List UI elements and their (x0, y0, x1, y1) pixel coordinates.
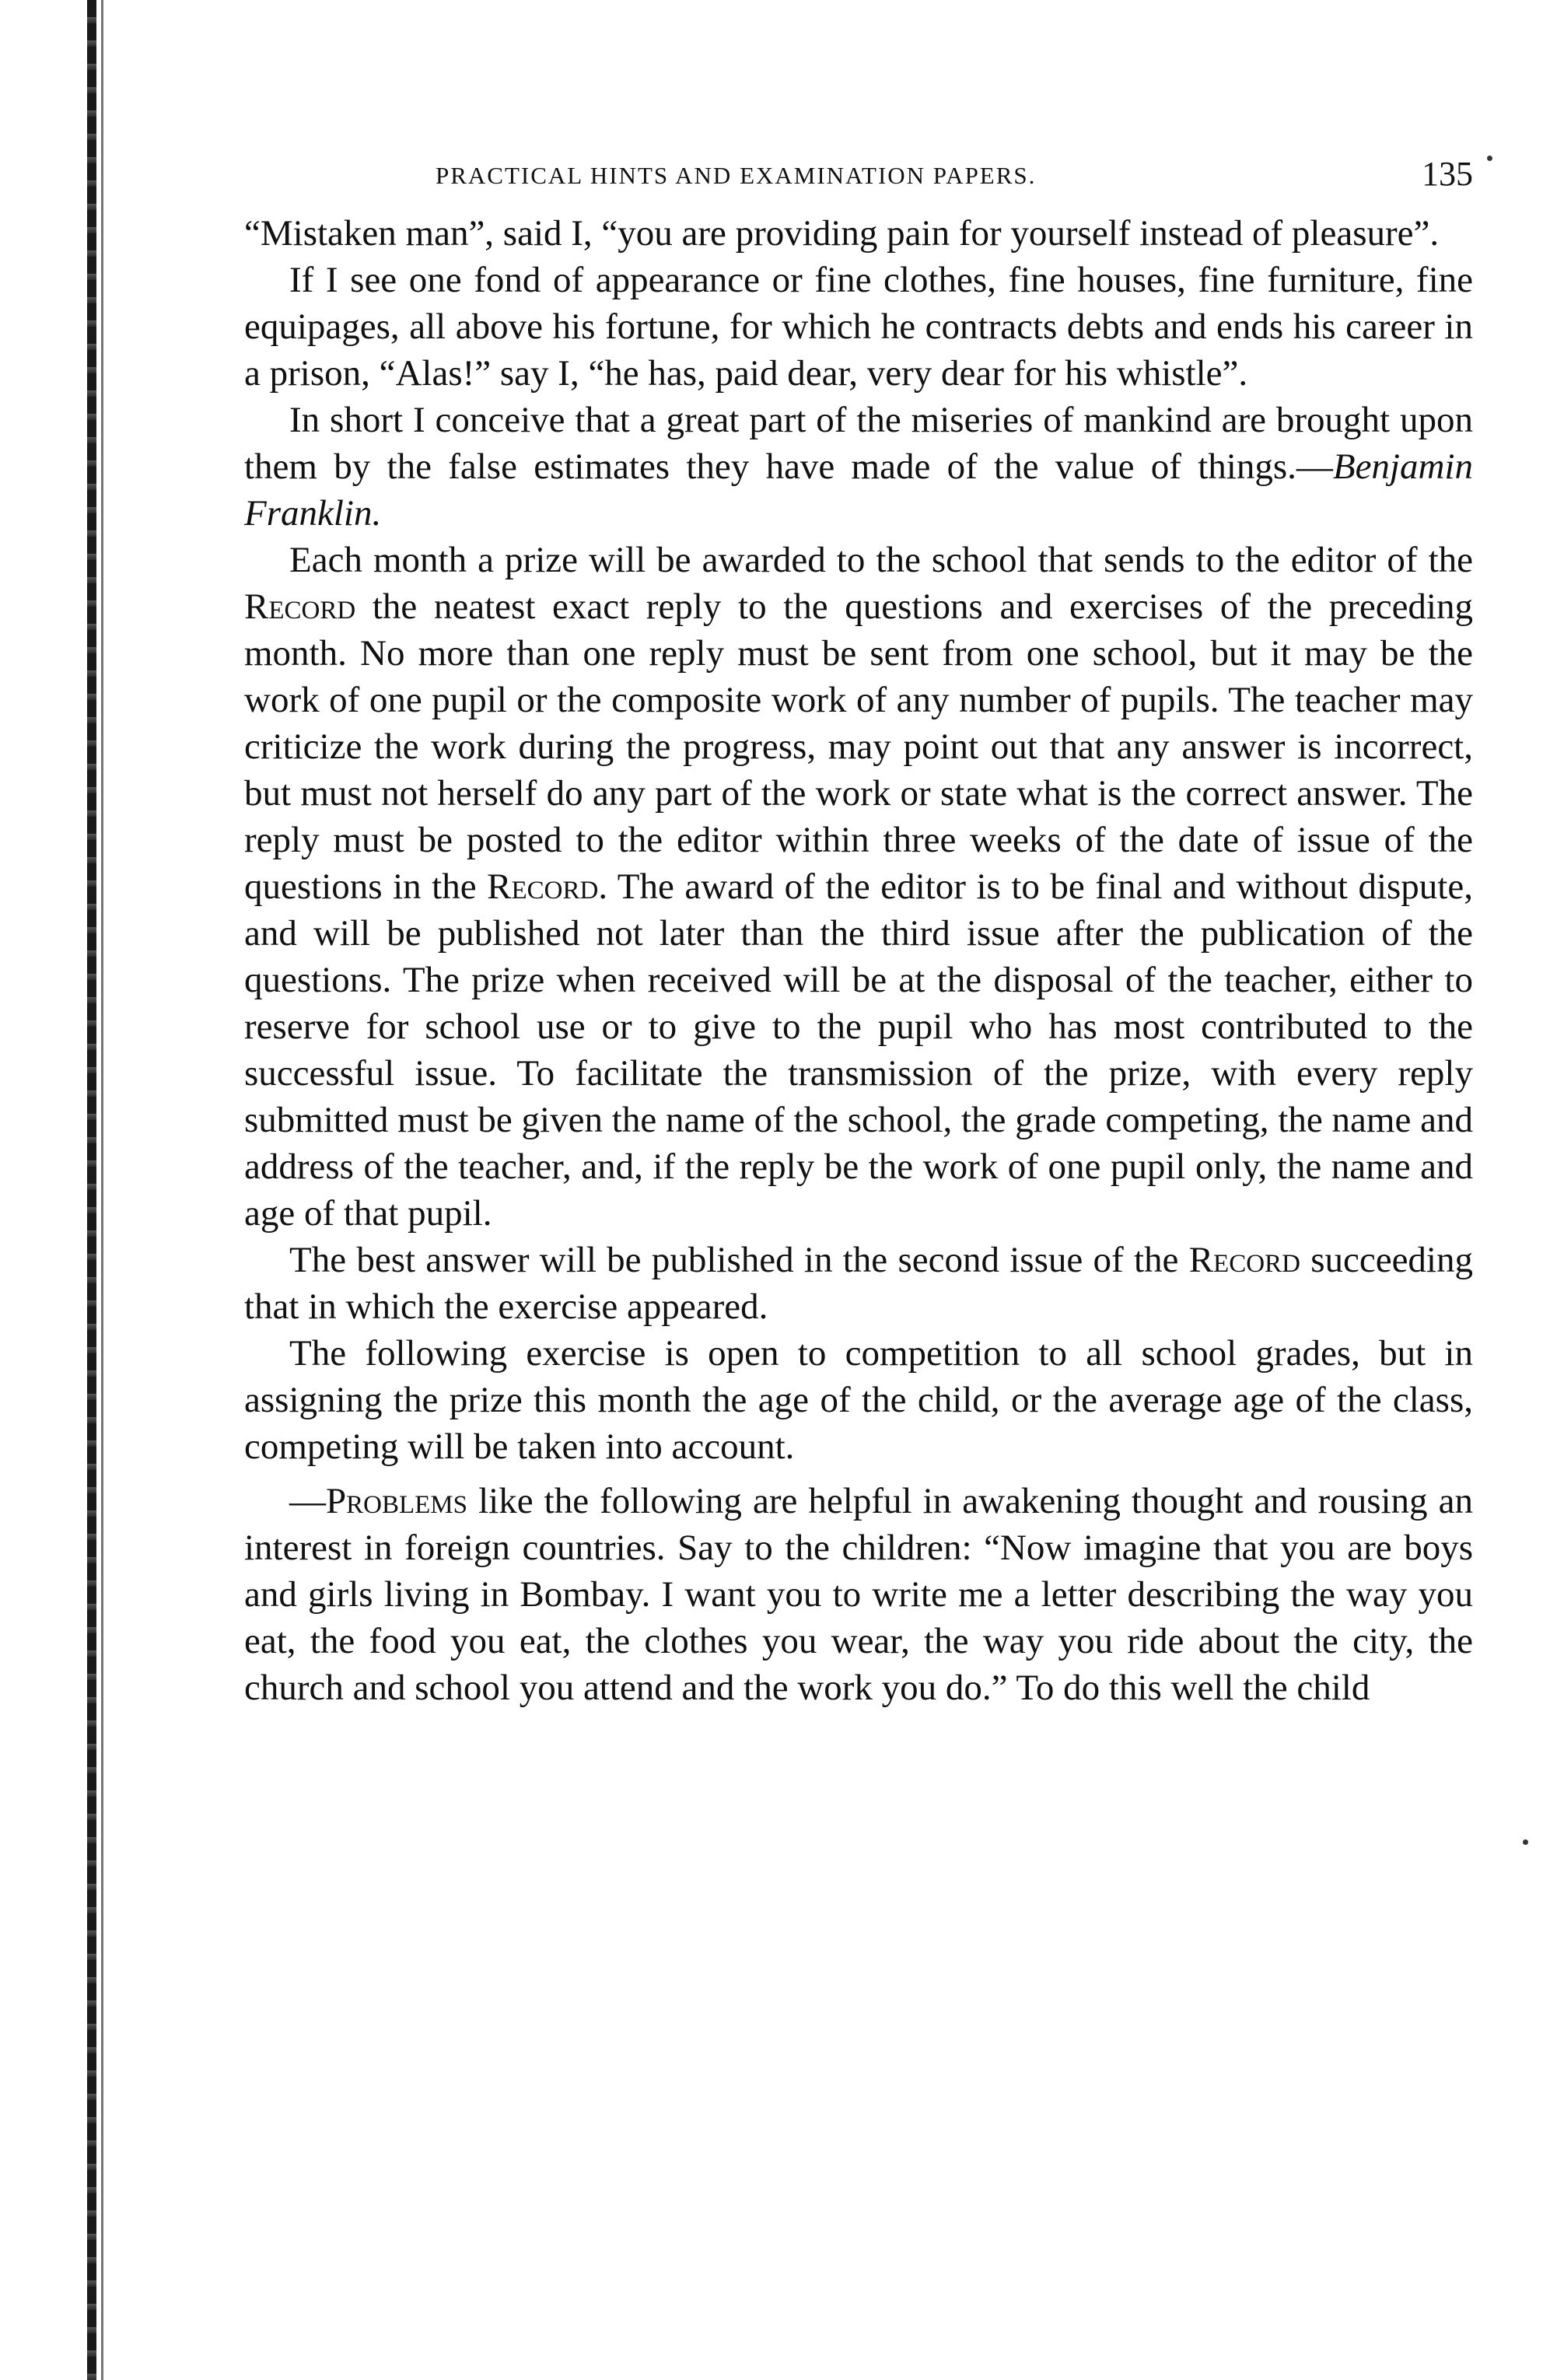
prize-text-part-3: . The award of the editor is to be final and without dispute, and will be published not later than the third issue after the publication of the questions. The prize when received will be at the disposal of the teacher, either to reserve for school use or to give to the pupil who has most contributed to the successful issue. To facilitate the transmission of the prize, with every reply submitted must be given the name of the school, the grade competing, the name and address of the teacher, and, if the reply be the work of one pupil only, the name and age of that pupil. (244, 866, 1473, 1234)
best-answer-part-2: succeeding that in which the exercise appeared. (244, 1240, 1473, 1327)
author-attribution: Benjamin Franklin. (244, 446, 1473, 534)
margin-speck (1487, 156, 1492, 161)
binding-edge (87, 0, 96, 2380)
problems-lead: —Problems (289, 1481, 468, 1521)
paragraph-problems (244, 1478, 1473, 1711)
prize-text-part-1: Each month a prize will be awarded to the school that sends to the editor of the (289, 540, 1473, 580)
binding-rule (101, 0, 103, 2380)
record-name: Record (244, 586, 356, 627)
paragraph-appearance: If I see one fond of appearance or fine clothes, fine houses, fine furniture, fine equipages, all above his fortune, for which he contracts debts and ends his career in a prison, “Alas!” say I, “he has, paid dear, very dear for his whistle”. (244, 260, 1473, 394)
running-title: PRACTICAL HINTS AND EXAMINATION PAPERS. (436, 162, 1037, 189)
paragraph-following-exercise: The following exercise is open to competition to all school grades, but in assigning the prize this month the age of the child, or the average age of the class, competing will be taken into account. (244, 1333, 1473, 1467)
record-name: Record (487, 866, 599, 907)
paragraph-monthly-prize (244, 537, 1473, 1237)
running-head (244, 140, 1473, 210)
paragraph-in-short-text: In short I conceive that a great part of the miseries of mankind are brought upon them by the false estimates they have made of the value of things.— (244, 400, 1473, 487)
problems-text: like the following are helpful in awakening thought and rousing an interest in foreign countries. Say to the children: “Now imagine that you are boys and girls living in Bombay. I want you to write me a letter describing the way you eat, the food you eat, the clothes you wear, the way you ride about the city, the church and school you attend and the work you do.” To do this well the child (244, 1481, 1473, 1708)
record-name: Record (1188, 1240, 1300, 1280)
prize-text-part-2: the neatest exact reply to the questions and exercises of the preceding month. No more than one reply must be sent from one school, but it may be the work of one pupil or the composite work of any number of pupils. The teacher may criticize the work during the progress, may point out that any answer is incorrect, but must not herself do any part of the work or state what is the correct answer. The reply must be posted to the editor within three weeks of the date of issue of the questions in the (244, 586, 1473, 907)
paragraph-in-short (244, 397, 1473, 537)
margin-speck (1523, 1839, 1528, 1845)
body-text (244, 210, 1473, 1711)
book-page (244, 140, 1473, 1711)
paragraph-mistaken-man: “Mistaken man”, said I, “you are providing pain for yourself instead of pleasure”. (244, 213, 1440, 254)
best-answer-part-1: The best answer will be published in the second issue of the (289, 1240, 1189, 1280)
page-number: 135 (1422, 155, 1473, 193)
paragraph-best-answer (244, 1237, 1473, 1330)
